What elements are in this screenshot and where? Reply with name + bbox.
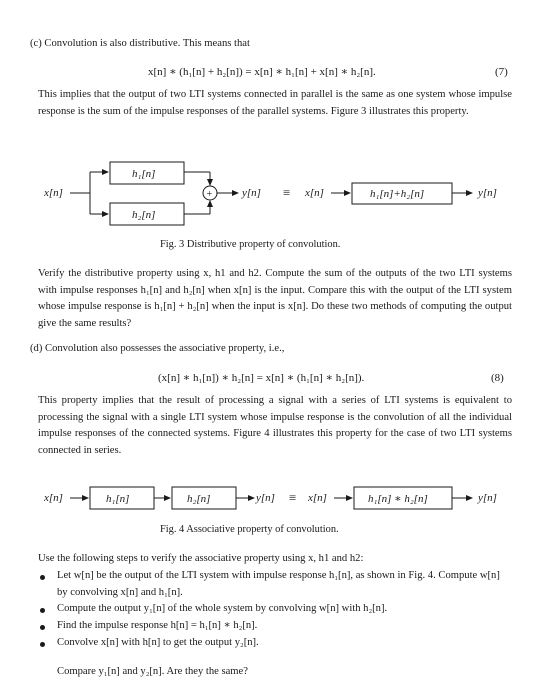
- fig4-block-h1-label: h₁[n]: [106, 493, 130, 505]
- step-4: Convolve x[n] with h[n] to get the output y₂[n].: [57, 637, 259, 648]
- steps-intro: Use the following steps to verify the associative property using x, h1 and h2:: [38, 553, 364, 564]
- equation-8-number: (8): [491, 372, 504, 384]
- fig4-output-label: y[n]: [256, 492, 275, 504]
- fig3-rhs-output-label: y[n]: [478, 187, 497, 199]
- fig4-equiv-symbol: ≡: [289, 490, 297, 505]
- section-d-paragraph: This property implies that the result of processing a signal with a series of LTI systems is equivalent to processing the signal with a single LTI system whose impulse response is the convolution of all the individual impulse responses of the connected systems. Figure 4 illustrates this property for the case of two LTI systems connected in series.: [38, 395, 512, 456]
- section-d-heading: (d) Convolution also possesses the associative property, i.e.,: [30, 343, 285, 354]
- section-c-paragraph: This implies that the output of two LTI systems connected in parallel is the same as one system whose impulse response is the sum of the impulse responses of the parallel systems. Figure 3 illustrates this property.: [38, 89, 512, 117]
- figure-4-caption: Fig. 4 Associative property of convolution.: [160, 524, 339, 535]
- step-2: Compute the output y₁[n] of the whole system by convolving w[n] with h₂[n].: [57, 603, 388, 614]
- fig4-rhs-output-label: y[n]: [478, 492, 497, 504]
- fig4-input-label: x[n]: [44, 492, 63, 504]
- fig4-rhs-block-label: h₁[n] ∗ h₂[n]: [368, 493, 428, 505]
- fig4-block-h2-label: h₂[n]: [187, 493, 211, 505]
- section-c-task: Verify the distributive property using x, h1 and h2. Compute the sum of the outputs of the two LTI systems with impulse responses h₁[n] and h₂[n] when x[n] is the input. Compare this with the output of the LTI system whose impulse response is h₁[n] + h₂[n] when the input is x[n]. Do these two methods of computing the output give the same results?: [38, 268, 512, 329]
- step-1: Let w[n] be the output of the LTI system with impulse response h₁[n], as shown in Fig. 4. Compute w[n] by convolving x[n] and h₁[n].: [57, 570, 500, 598]
- fig3-block-h1-label: h₁[n]: [132, 168, 156, 180]
- bullet-2: [40, 608, 45, 613]
- fig3-rhs-input-label: x[n]: [305, 187, 324, 199]
- equation-8: (x[n] ∗ h₁[n]) ∗ h₂[n] = x[n] ∗ (h₁[n] ∗ h₂[n]).: [158, 372, 365, 384]
- bullet-4: [40, 642, 45, 647]
- fig4-rhs-input-label: x[n]: [308, 492, 327, 504]
- bullet-3: [40, 625, 45, 630]
- equation-7-number: (7): [495, 66, 508, 78]
- fig3-input-label: x[n]: [44, 187, 63, 199]
- fig3-adder-symbol: +: [206, 189, 213, 200]
- section-c-heading: (c) Convolution is also distributive. This means that: [30, 38, 250, 49]
- equation-7: x[n] ∗ (h₁[n] + h₂[n]) = x[n] ∗ h₁[n] + x[n] ∗ h₂[n].: [148, 66, 376, 78]
- closing-question: Compare y₁[n] and y₂[n]. Are they the same?: [57, 666, 248, 677]
- step-3: Find the impulse response h[n] = h₁[n] ∗ h₂[n].: [57, 620, 258, 631]
- figure-3-caption: Fig. 3 Distributive property of convolution.: [160, 239, 341, 250]
- fig3-output-label: y[n]: [242, 187, 261, 199]
- bullet-1: [40, 575, 45, 580]
- fig3-block-h2-label: h₂[n]: [132, 209, 156, 221]
- fig3-rhs-block-label: h₁[n]+h₂[n]: [370, 188, 425, 200]
- fig3-equiv-symbol: ≡: [283, 185, 291, 200]
